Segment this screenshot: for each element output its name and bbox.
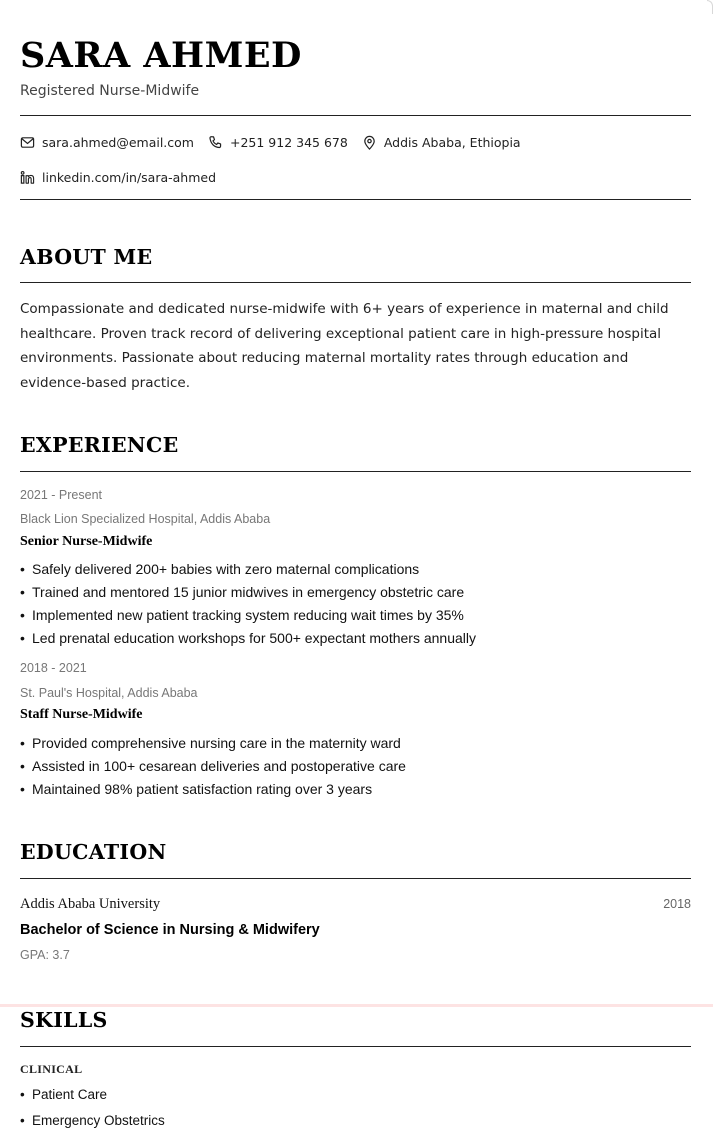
bullet-mark: • (20, 1087, 25, 1102)
skills-list (20, 1085, 165, 1136)
list-item (20, 1111, 165, 1136)
bullet-text: Assisted in 100+ cesarean deliveries and postoperative care (32, 758, 406, 774)
list-item (20, 1085, 165, 1111)
job-dates: 2021 - Present (20, 488, 102, 502)
bullet-text: Led prenatal education workshops for 500+ expectant mothers annually (32, 630, 477, 646)
linkedin-text: linkedin.com/in/sara-ahmed (42, 170, 217, 185)
experience-heading: EXPERIENCE (20, 433, 179, 457)
degree-name: Bachelor of Science in Nursing & Midwifery (20, 922, 320, 938)
bullet-mark: • (20, 630, 25, 646)
list-item (20, 604, 476, 627)
about-text: Compassionate and dedicated nurse-midwife with 6+ years of experience in maternal and child healthcare. Proven track record of delivering exceptional patient care in high-pressure hospital environments. Passionate about reducing maternal mortality rates through education and evidence-based practice. (20, 301, 669, 391)
gpa: GPA: 3.7 (20, 948, 70, 962)
header-divider (20, 115, 691, 116)
bullet-mark: • (20, 584, 25, 600)
job-title: Staff Nurse-Midwife (20, 707, 143, 722)
email-text: sara.ahmed@email.com (42, 135, 194, 150)
candidate-name: SARA AHMED (20, 35, 302, 76)
bullet-text: Safely delivered 200+ babies with zero maternal complications (32, 561, 420, 577)
bullet-mark: • (20, 561, 25, 577)
contact-row (20, 135, 535, 150)
graduation-year: 2018 (663, 897, 691, 911)
job-title: Senior Nurse-Midwife (20, 534, 153, 549)
bullet-text: Implemented new patient tracking system reducing wait times by 35% (32, 607, 464, 623)
contact-location (362, 135, 521, 150)
contact-phone[interactable] (208, 135, 348, 150)
phone-icon (208, 135, 223, 150)
contact-linkedin[interactable] (20, 170, 216, 185)
linkedin-icon (20, 170, 35, 185)
location-text: Addis Ababa, Ethiopia (383, 135, 521, 150)
list-item (20, 558, 476, 581)
phone-text: +251 912 345 678 (229, 135, 348, 150)
page-edge (707, 0, 713, 14)
bullet-mark: • (20, 1113, 25, 1128)
education-heading: EDUCATION (20, 840, 167, 864)
bullet-text: Provided comprehensive nursing care in the maternity ward (32, 735, 401, 751)
education-divider (20, 878, 691, 879)
bullet-mark: • (20, 781, 25, 797)
page-break-marker (0, 1004, 713, 1007)
skills-divider (20, 1046, 691, 1047)
skills-category: CLINICAL (20, 1062, 83, 1076)
job-dates: 2018 - 2021 (20, 661, 87, 675)
map-pin-icon (362, 135, 377, 150)
bullet-text: Trained and mentored 15 junior midwives in emergency obstetric care (32, 584, 465, 600)
job-employer: Black Lion Specialized Hospital, Addis Ababa (20, 512, 271, 526)
contact-email[interactable] (20, 135, 194, 150)
contact-row-2 (20, 170, 230, 185)
bullet-mark: • (20, 735, 25, 751)
about-divider (20, 282, 691, 283)
job-bullets (20, 732, 406, 801)
job-employer: St. Paul's Hospital, Addis Ababa (20, 686, 198, 700)
skill-text: Emergency Obstetrics (32, 1113, 165, 1128)
list-item (20, 627, 476, 650)
school-name: Addis Ababa University (20, 896, 161, 912)
contact-divider (20, 199, 691, 200)
candidate-role: Registered Nurse-Midwife (20, 83, 200, 99)
list-item (20, 755, 406, 778)
skills-heading: SKILLS (20, 1008, 108, 1032)
about-heading: ABOUT ME (20, 245, 153, 269)
bullet-text: Maintained 98% patient satisfaction rating over 3 years (32, 781, 373, 797)
list-item (20, 732, 406, 755)
mail-icon (20, 135, 35, 150)
experience-divider (20, 471, 691, 472)
list-item (20, 778, 406, 801)
bullet-mark: • (20, 607, 25, 623)
job-bullets (20, 558, 476, 650)
bullet-mark: • (20, 758, 25, 774)
skill-text: Patient Care (32, 1087, 108, 1102)
list-item (20, 581, 476, 604)
